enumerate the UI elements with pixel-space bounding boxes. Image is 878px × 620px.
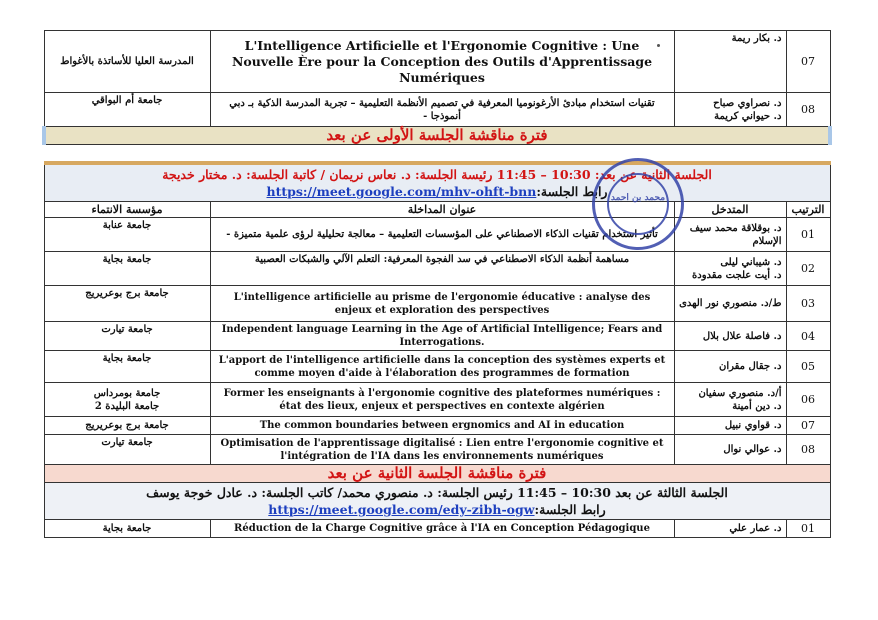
row-number: 01 <box>786 218 830 252</box>
institution: المدرسة العليا للأساتذة بالأغواط <box>44 31 210 93</box>
row-number: 08 <box>786 93 830 127</box>
table-row <box>44 286 830 322</box>
session-3-link-label: رابط الجلسة: <box>534 502 606 517</box>
talk-title: Optimisation de l'apprentissage digitalisé : Lien entre l'ergonomie cognitive et l'intégration de l'IA dans les environnements numériques <box>210 435 674 465</box>
program-page <box>42 30 832 538</box>
institution: جامعة تيارت <box>44 435 210 465</box>
session-3-heading: الجلسة الثالثة عن بعد 10:30 – 11:45 رئيس الجلسة: د. منصوري محمد/ كاتب الجلسة: د. عادل خوجة يوسف <box>146 485 728 500</box>
talk-title: L'apport de l'intelligence artificielle dans la conception des systèmes experts et comme moyen d'aide à l'élaboration des programmes de formation <box>210 351 674 383</box>
table-row <box>44 93 830 127</box>
talk-title: تأثير استخدام تقنيات الذكاء الاصطناعي على المؤسسات التعليمية – معالجة تحليلية لرؤى علمية متميزة - <box>210 218 674 252</box>
institution: جامعة بومرداس جامعة البليدة 2 <box>44 383 210 417</box>
institution: جامعة برج بوعريريج <box>44 417 210 435</box>
header-institution: مؤسسة الانتماء <box>44 202 210 218</box>
table-row <box>44 383 830 417</box>
talk-title: مساهمة أنظمة الذكاء الاصطناعي في سد الفجوة المعرفية: التعلم الآلي والشبكات العصبية <box>210 252 674 286</box>
speaker-name: د. بوقلاقة محمد سيف الإسلام <box>674 218 786 252</box>
speaker-name: د. عوالي نوال <box>674 435 786 465</box>
talk-title: The common boundaries between ergnomics and AI in education <box>210 417 674 435</box>
table-row <box>44 31 830 93</box>
session-2-link-label: رابط الجلسة: <box>536 184 608 199</box>
session-2-heading: الجلسة الثانية عن بعد: 10:30 – 11:45 رئيسة الجلسة: د. نعاس نريمان / كاتبة الجلسة: د. مختار خديجة <box>162 167 712 182</box>
row-number: 07 <box>786 417 830 435</box>
talk-title: Independent language Learning in the Age of Artificial Intelligence; Fears and Interrogations. <box>210 322 674 351</box>
session-2-link[interactable]: https://meet.google.com/mhv-ohft-bnn <box>266 184 537 199</box>
row-number: 01 <box>786 520 830 538</box>
speaker-name: د. قواوي نبيل <box>674 417 786 435</box>
institution: جامعة بجاية <box>44 252 210 286</box>
stray-dot <box>657 44 660 47</box>
talk-title: L'intelligence artificielle au prisme de l'ergonomie éducative : analyse des enjeux et exploration des perspectives <box>210 286 674 322</box>
table-row <box>44 417 830 435</box>
speaker-name: د. بكار ريمة <box>674 31 786 93</box>
institution: جامعة تيارت <box>44 322 210 351</box>
speaker-name: أ/د. منصوري سفيان د. دين أمينة <box>674 383 786 417</box>
speaker-name: د. نصراوي صباح د. حيواني كريمة <box>674 93 786 127</box>
row-number: 04 <box>786 322 830 351</box>
row-number: 02 <box>786 252 830 286</box>
table-row <box>44 351 830 383</box>
table-row <box>44 520 830 538</box>
institution: جامعة أم البواقي <box>44 93 210 127</box>
program-table <box>42 30 832 538</box>
header-speaker: المتدخل <box>674 202 786 218</box>
talk-title: Former les enseignants à l'ergonomie cognitive des plateformes numériques : état des lieux, enjeux et perspectives en contexte algérien <box>210 383 674 417</box>
session-3-link[interactable]: https://meet.google.com/edy-zibh-ogw <box>268 502 535 517</box>
institution: جامعة بجاية <box>44 520 210 538</box>
speaker-name: د. عمار علي <box>674 520 786 538</box>
row-number: 06 <box>786 383 830 417</box>
institution: جامعة بجاية <box>44 351 210 383</box>
table-row <box>44 322 830 351</box>
talk-title: Réduction de la Charge Cognitive grâce à l'IA en Conception Pédagogique <box>210 520 674 538</box>
row-number: 07 <box>786 31 830 93</box>
talk-title: L'Intelligence Artificielle et l'Ergonomie Cognitive : Une Nouvelle Ère pour la Conception des Outils d'Apprentissage Numériques <box>210 31 674 93</box>
row-number: 03 <box>786 286 830 322</box>
table-row <box>44 435 830 465</box>
speaker-name: د. شيباني ليلى د. أيت علجت مقدودة <box>674 252 786 286</box>
row-number: 05 <box>786 351 830 383</box>
discussion-band-2: فترة مناقشة الجلسة الثانية عن بعد <box>44 465 830 483</box>
table-row <box>44 252 830 286</box>
stamp-text: محمد بن احمد <box>610 193 666 203</box>
institution: جامعة عنابة <box>44 218 210 252</box>
discussion-band-1: فترة مناقشة الجلسة الأولى عن بعد <box>44 127 830 145</box>
session-2-header <box>44 163 830 202</box>
row-number: 08 <box>786 435 830 465</box>
header-title: عنوان المداخلة <box>210 202 674 218</box>
speaker-name: ط/د. منصوري نور الهدى <box>674 286 786 322</box>
speaker-name: د. فاصلة علال بلال <box>674 322 786 351</box>
institution: جامعة برج بوعريريج <box>44 286 210 322</box>
session-3-header <box>44 483 830 520</box>
talk-title: تقنيات استخدام مبادئ الأرغونوميا المعرفية في تصميم الأنظمة التعليمية – تجربة المدرسة الذكية بـ دبي أنموذجا - <box>210 93 674 127</box>
speaker-name: د. جقال مقران <box>674 351 786 383</box>
table-header-row <box>44 202 830 218</box>
table-row <box>44 218 830 252</box>
header-order: الترتيب <box>786 202 830 218</box>
